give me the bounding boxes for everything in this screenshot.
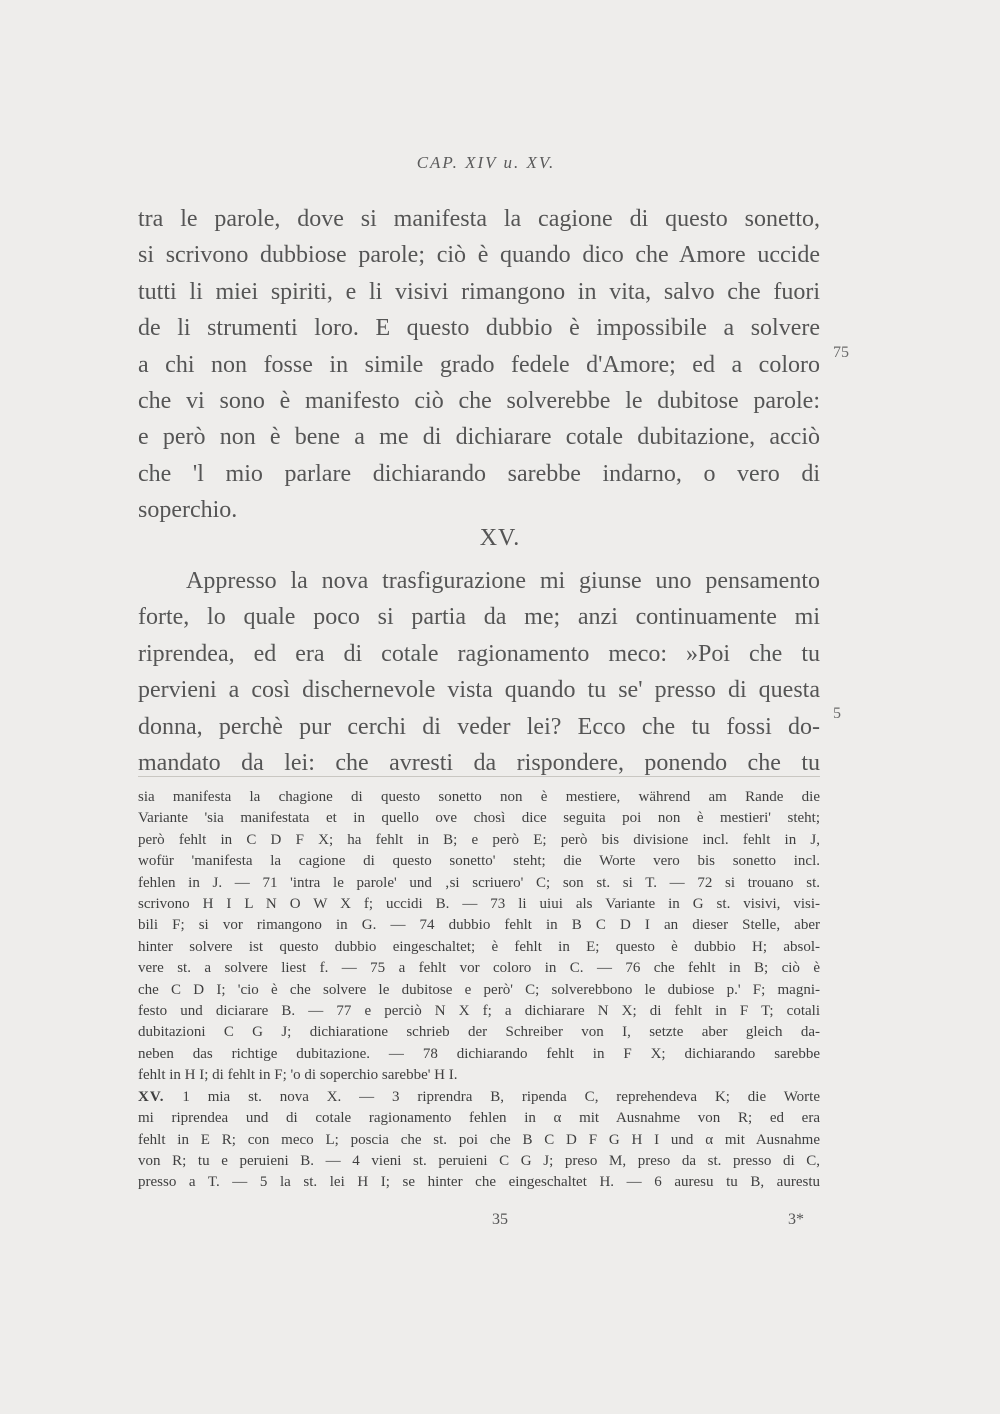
- page-number: 35: [492, 1211, 508, 1228]
- footnote-line: bili F; si vor rimangono in G. — 74 dubbio fehlt in B C D I an dieser Stelle, aber: [138, 917, 820, 934]
- text-line: Appresso la nova trasfigurazione mi giunse uno pensamento: [186, 568, 820, 594]
- text-line: pervieni a così dischernevole vista quando tu se' presso di questa: [138, 677, 820, 704]
- text-line: tra le parole, dove si manifesta la cagione di questo sonetto,: [138, 206, 820, 232]
- text-line: de li strumenti loro. E questo dubbio è impossibile a solvere: [138, 315, 820, 342]
- chapter-xv-text: [138, 563, 820, 781]
- section-title: XV.: [479, 525, 521, 551]
- signature-mark: 3*: [788, 1211, 804, 1228]
- footnote-line: Variante 'sia manifestata et in quello ove chosì dice seguita poi non è mestieri' steht;: [138, 810, 820, 827]
- footnote-text: 1 mia st. nova X. — 3 riprendra B, ripenda C, reprehendeva K; die Worte: [182, 1088, 821, 1105]
- footnote-line: neben das richtige dubitazione. — 78 dichiarando fehlt in F X; dichiarando sarebbe: [138, 1045, 820, 1062]
- footnote-line: fehlt in E R; con meco L; poscia che st. poi che B C D F G H I und α mit Ausnahme: [138, 1131, 820, 1148]
- text-line: donna, perchè pur cerchi di veder lei? Ecco che tu fossi do-: [138, 713, 820, 740]
- text-line: e però non è bene a me di dichiarare cotale dubitazione, acciò: [138, 424, 820, 451]
- footnote-line: wofür 'manifesta la cagione di questo sonetto' steht; die Worte vero bis sonetto incl.: [138, 853, 820, 870]
- text-line: che 'l mio parlare dichiarando sarebbe indarno, o vero di: [138, 460, 820, 487]
- footnote-line: però fehlt in C D F X; ha fehlt in B; e però E; però bis divisione incl. fehlt in J,: [138, 831, 820, 848]
- line-number-75: 75: [833, 344, 849, 361]
- footnote-line: festo und diciarare B. — 77 e perciò N X f; a dichiarare N X; di fehlt in F T; cotali: [138, 1003, 820, 1020]
- footnotes: [138, 787, 820, 1194]
- text-line: a chi non fosse in simile grado fedele d'Amore; ed a coloro: [138, 351, 820, 378]
- text-line: forte, lo quale poco si partia da me; anzi continuamente mi: [138, 604, 820, 631]
- footnote-line: dubitazioni C G J; dichiaratione schrieb der Schreiber von I, setzte aber gleich da-: [138, 1024, 820, 1041]
- text-line: mandato da lei: che avresti da rispondere, ponendo che tu: [138, 750, 820, 777]
- footnote-section-label: XV.: [138, 1088, 165, 1105]
- text-line: soperchio.: [138, 497, 238, 524]
- footnote-line: scrivono H I L N O W X f; uccidi B. — 73 li uiui als Variante in G st. visivi, visi-: [138, 896, 820, 913]
- text-line: tutti li miei spiriti, e li visivi rimangono in vita, salvo che fuori: [138, 278, 820, 305]
- footnote-line: presso a T. — 5 la st. lei H I; se hinter che eingeschaltet H. — 6 auresu tu B, aurestu: [138, 1174, 820, 1191]
- line-number-5: 5: [833, 705, 841, 722]
- footnote-line: che C D I; 'cio è che solvere le dubitose e però' C; solverebbono le dubiose p.' F; magni-: [138, 981, 820, 998]
- footnote-line: hinter solvere ist questo dubbio eingeschaltet; è fehlt in E; questo è dubbio H; absol-: [138, 938, 820, 955]
- footnote-line: fehlt in H I; di fehlt in F; 'o di soperchio sarebbe' H I.: [138, 1067, 458, 1084]
- footnote-line: von R; tu e peruieni B. — 4 vieni st. peruieni C G J; preso M, preso da st. presso di C,: [138, 1152, 820, 1169]
- text-line: riprendea, ed era di cotale ragionamento meco: »Poi che tu: [138, 640, 820, 667]
- footnote-line: vere st. a solvere liest f. — 75 a fehlt vor coloro in C. — 76 che fehlt in B; ciò è: [138, 960, 820, 977]
- footnote-line: sia manifesta la chagione di questo sonetto non è mestiere, während am Rande die: [138, 789, 820, 805]
- text-line: che vi sono è manifesto ciò che solverebbe le dubitose parole:: [138, 388, 820, 415]
- footnote-divider: [138, 776, 820, 777]
- footnote-line: mi riprendea und di cotale ragionamento fehlen in α mit Ausnahme von R; ed era: [138, 1110, 820, 1127]
- running-head: CAP. XIV u. XV.: [416, 153, 556, 172]
- chapter-xiv-text: [138, 201, 820, 529]
- footnote-line: fehlen in J. — 71 'intra le parole' und ‚si scriuero' C; son st. si T. — 72 si trouano st.: [138, 874, 820, 891]
- text-line: si scrivono dubbiose parole; ciò è quando dico che Amore uccide: [138, 242, 820, 269]
- footnote-line: [138, 1087, 820, 1108]
